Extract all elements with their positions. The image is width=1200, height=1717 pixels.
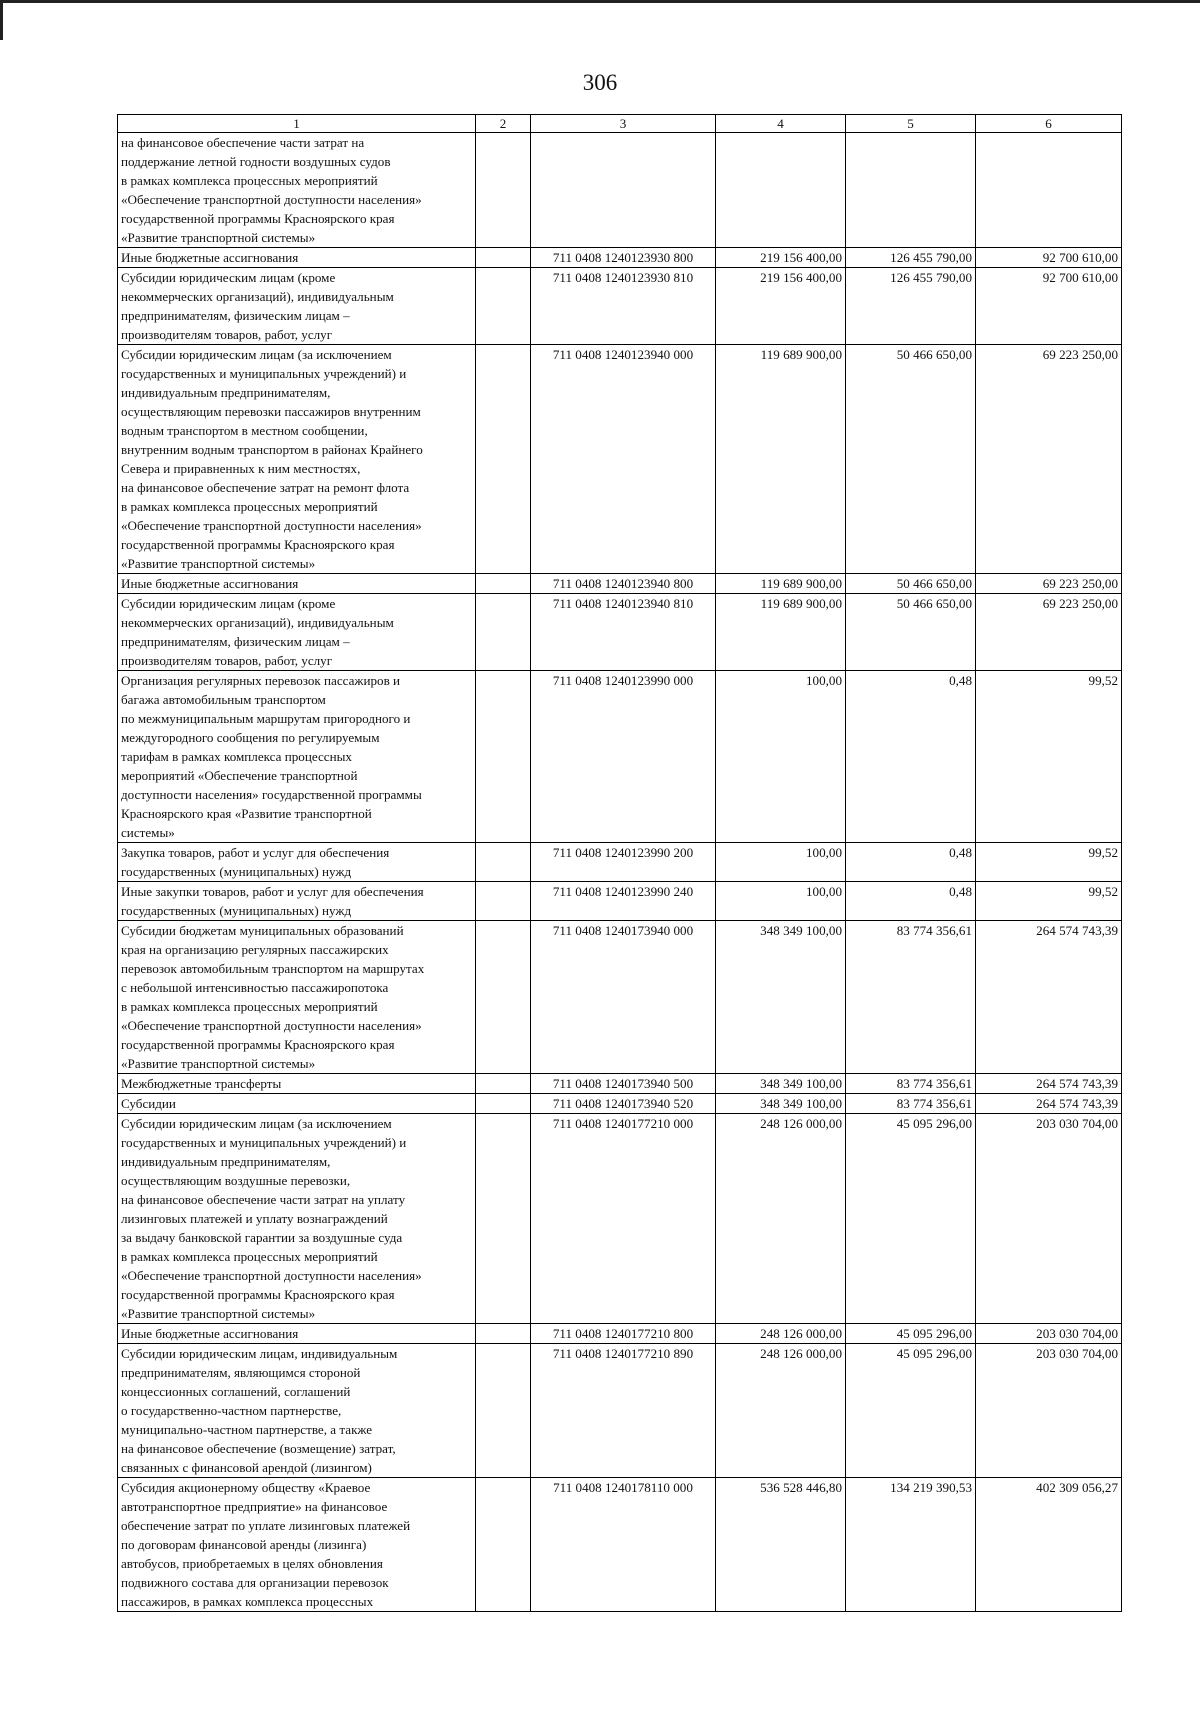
row-value-col6: 264 574 743,39: [976, 1074, 1122, 1094]
row-code-cell: 711 0408 1240123940 810: [531, 594, 716, 671]
row-name-line: «Развитие транспортной системы»: [121, 1306, 316, 1321]
row-name-line: государственной программы Красноярского края: [121, 1037, 395, 1052]
table-row: [118, 1324, 1122, 1344]
row-value-col6: 92 700 610,00: [976, 268, 1122, 345]
row-name-line: автобусов, приобретаемых в целях обновления: [121, 1556, 383, 1571]
row-name-line: государственной программы Красноярского края: [121, 211, 395, 226]
row-name-line: Красноярского края «Развитие транспортной: [121, 806, 372, 821]
row-name-line: «Развитие транспортной системы»: [121, 556, 316, 571]
row-col2-cell: [476, 594, 531, 671]
row-name-line: на финансовое обеспечение части затрат на уплату: [121, 1192, 406, 1207]
row-col2-cell: [476, 1344, 531, 1478]
row-name-cell: [118, 594, 476, 671]
page-number: 306: [582, 70, 618, 95]
row-name-line: поддержание летной годности воздушных судов: [121, 154, 391, 169]
row-name-line: лизинговых платежей и уплату вознаграждений: [121, 1211, 388, 1226]
row-name-line: обеспечение затрат по уплате лизинговых платежей: [121, 1518, 411, 1533]
row-name-cell: [118, 268, 476, 345]
row-col2-cell: [476, 1114, 531, 1324]
row-name-line: «Развитие транспортной системы»: [121, 1056, 316, 1071]
row-code-cell: 711 0408 1240173940 000: [531, 921, 716, 1074]
header-col-6: 6: [976, 115, 1122, 133]
row-value-col6: 69 223 250,00: [976, 345, 1122, 574]
row-name-line: по договорам финансовой аренды (лизинга): [121, 1537, 367, 1552]
row-col2-cell: [476, 133, 531, 248]
row-code-cell: 711 0408 1240123990 000: [531, 671, 716, 843]
row-name-line: о государственно-частном партнерстве,: [121, 1403, 342, 1418]
row-name-line: осуществляющим воздушные перевозки,: [121, 1173, 351, 1188]
table-row: [118, 1114, 1122, 1324]
row-col2-cell: [476, 248, 531, 268]
row-value-col4: 348 349 100,00: [716, 1094, 846, 1114]
table-row: [118, 248, 1122, 268]
row-name-line: внутренним водным транспортом в районах Крайнего: [121, 442, 423, 457]
row-value-col6: 264 574 743,39: [976, 1094, 1122, 1114]
header-col-5: 5: [846, 115, 976, 133]
row-name-line: некоммерческих организаций), индивидуальным: [121, 289, 394, 304]
row-name-line: производителям товаров, работ, услуг: [121, 653, 333, 668]
row-name-line: Иные бюджетные ассигнования: [121, 576, 299, 591]
header-col-4: 4: [716, 115, 846, 133]
row-value-col6: 69 223 250,00: [976, 574, 1122, 594]
row-name-line: «Обеспечение транспортной доступности населения»: [121, 1268, 422, 1283]
row-value-col4: 100,00: [716, 882, 846, 921]
row-value-col4: [716, 133, 846, 248]
row-col2-cell: [476, 345, 531, 574]
row-value-col5: 83 774 356,61: [846, 1094, 976, 1114]
row-name-line: в рамках комплекса процессных мероприятий: [121, 499, 378, 514]
row-code-cell: 711 0408 1240178110 000: [531, 1478, 716, 1612]
row-name-line: междугородного сообщения по регулируемым: [121, 730, 380, 745]
row-value-col4: 348 349 100,00: [716, 921, 846, 1074]
row-name-line: государственных и муниципальных учреждений) и: [121, 366, 407, 381]
table-row: [118, 594, 1122, 671]
row-code-cell: 711 0408 1240173940 520: [531, 1094, 716, 1114]
row-name-line: на финансовое обеспечение (возмещение) затрат,: [121, 1441, 396, 1456]
row-name-line: системы»: [121, 825, 175, 840]
row-name-line: индивидуальным предпринимателям,: [121, 1154, 331, 1169]
row-name-line: Субсидии юридическим лицам (за исключением: [121, 1116, 392, 1131]
row-name-line: связанных с финансовой арендой (лизингом): [121, 1460, 372, 1475]
row-name-line: индивидуальным предпринимателям,: [121, 385, 331, 400]
row-name-line: по межмуниципальным маршрутам пригородного и: [121, 711, 411, 726]
row-value-col6: [976, 133, 1122, 248]
table-row: [118, 843, 1122, 882]
row-value-col6: 203 030 704,00: [976, 1344, 1122, 1478]
row-name-line: государственной программы Красноярского края: [121, 537, 395, 552]
row-value-col4: 219 156 400,00: [716, 268, 846, 345]
row-value-col5: 45 095 296,00: [846, 1324, 976, 1344]
row-name-cell: [118, 1114, 476, 1324]
row-name-line: осуществляющим перевозки пассажиров внутренним: [121, 404, 421, 419]
row-name-cell: [118, 1094, 476, 1114]
row-code-cell: 711 0408 1240173940 500: [531, 1074, 716, 1094]
row-name-line: на финансовое обеспечение затрат на ремонт флота: [121, 480, 410, 495]
row-value-col4: 100,00: [716, 843, 846, 882]
row-value-col4: 119 689 900,00: [716, 345, 846, 574]
row-col2-cell: [476, 1094, 531, 1114]
row-value-col5: 126 455 790,00: [846, 248, 976, 268]
row-name-cell: [118, 1074, 476, 1094]
row-name-line: на финансовое обеспечение части затрат на: [121, 135, 365, 150]
row-value-col5: [846, 133, 976, 248]
row-value-col5: 126 455 790,00: [846, 268, 976, 345]
row-col2-cell: [476, 921, 531, 1074]
row-col2-cell: [476, 1324, 531, 1344]
row-name-line: Организация регулярных перевозок пассажиров и: [121, 673, 401, 688]
table-row: [118, 1074, 1122, 1094]
row-name-line: края на организацию регулярных пассажирских: [121, 942, 389, 957]
row-code-cell: 711 0408 1240177210 800: [531, 1324, 716, 1344]
row-value-col6: 203 030 704,00: [976, 1324, 1122, 1344]
table-row: [118, 133, 1122, 248]
header-row: [118, 115, 1122, 133]
table-row: [118, 882, 1122, 921]
row-value-col5: 50 466 650,00: [846, 594, 976, 671]
row-name-line: подвижного состава для организации перевозок: [121, 1575, 389, 1590]
row-name-line: перевозок автомобильным транспортом на маршрутах: [121, 961, 425, 976]
row-name-line: государственных (муниципальных) нужд: [121, 903, 352, 918]
row-value-col5: 83 774 356,61: [846, 921, 976, 1074]
row-name-line: государственной программы Красноярского края: [121, 1287, 395, 1302]
row-name-line: пассажиров, в рамках комплекса процессных: [121, 1594, 374, 1609]
row-name-line: доступности населения» государственной программы: [121, 787, 422, 802]
row-name-line: предпринимателям, физическим лицам –: [121, 308, 350, 323]
row-name-line: в рамках комплекса процессных мероприятий: [121, 173, 378, 188]
row-code-cell: 711 0408 1240123930 800: [531, 248, 716, 268]
row-name-line: государственных и муниципальных учреждений) и: [121, 1135, 407, 1150]
row-value-col5: 45 095 296,00: [846, 1114, 976, 1324]
table-row: [118, 921, 1122, 1074]
row-value-col4: 248 126 000,00: [716, 1344, 846, 1478]
row-code-cell: [531, 133, 716, 248]
row-name-line: с небольшой интенсивностью пассажиропотока: [121, 980, 389, 995]
row-name-line: Иные закупки товаров, работ и услуг для обеспечения: [121, 884, 424, 899]
row-name-cell: [118, 1324, 476, 1344]
row-name-line: Иные бюджетные ассигнования: [121, 1326, 299, 1341]
table-row: [118, 671, 1122, 843]
row-value-col6: 99,52: [976, 882, 1122, 921]
header-col-3: 3: [531, 115, 716, 133]
row-value-col4: 536 528 446,80: [716, 1478, 846, 1612]
row-name-line: тарифам в рамках комплекса процессных: [121, 749, 352, 764]
row-name-line: Субсидии юридическим лицам (кроме: [121, 596, 336, 611]
row-value-col5: 0,48: [846, 671, 976, 843]
row-name-line: Иные бюджетные ассигнования: [121, 250, 299, 265]
row-name-line: Закупка товаров, работ и услуг для обеспечения: [121, 845, 390, 860]
header-col-1: 1: [118, 115, 476, 133]
row-col2-cell: [476, 1074, 531, 1094]
row-name-line: «Развитие транспортной системы»: [121, 230, 316, 245]
row-col2-cell: [476, 1478, 531, 1612]
row-name-line: мероприятий «Обеспечение транспортной: [121, 768, 358, 783]
row-value-col4: 248 126 000,00: [716, 1324, 846, 1344]
row-value-col4: 348 349 100,00: [716, 1074, 846, 1094]
row-code-cell: 711 0408 1240123930 810: [531, 268, 716, 345]
row-name-cell: [118, 574, 476, 594]
row-name-line: за выдачу банковской гарантии за воздушные суда: [121, 1230, 403, 1245]
row-value-col4: 248 126 000,00: [716, 1114, 846, 1324]
row-value-col5: 50 466 650,00: [846, 345, 976, 574]
row-name-line: водным транспортом в местном сообщении,: [121, 423, 368, 438]
row-col2-cell: [476, 671, 531, 843]
table-row: [118, 268, 1122, 345]
scan-border-top: [0, 0, 1200, 3]
row-name-line: Межбюджетные трансферты: [121, 1076, 282, 1091]
table-row: [118, 574, 1122, 594]
row-name-cell: [118, 921, 476, 1074]
table-row: [118, 1344, 1122, 1478]
row-value-col6: 203 030 704,00: [976, 1114, 1122, 1324]
row-name-line: автотранспортное предприятие» на финансовое: [121, 1499, 388, 1514]
row-name-cell: [118, 133, 476, 248]
row-value-col5: 83 774 356,61: [846, 1074, 976, 1094]
row-name-cell: [118, 1344, 476, 1478]
row-name-line: муниципально-частном партнерстве, а также: [121, 1422, 373, 1437]
row-name-line: Субсидии юридическим лицам (кроме: [121, 270, 336, 285]
row-name-line: багажа автомобильным транспортом: [121, 692, 326, 707]
row-value-col6: 69 223 250,00: [976, 594, 1122, 671]
row-value-col4: 219 156 400,00: [716, 248, 846, 268]
row-name-line: предпринимателям, являющимся стороной: [121, 1365, 361, 1380]
budget-table: [117, 114, 1122, 1612]
row-value-col5: 0,48: [846, 843, 976, 882]
row-name-cell: [118, 843, 476, 882]
row-value-col4: 119 689 900,00: [716, 574, 846, 594]
table-row: [118, 1478, 1122, 1612]
row-name-line: «Обеспечение транспортной доступности населения»: [121, 518, 422, 533]
row-name-line: «Обеспечение транспортной доступности населения»: [121, 1018, 422, 1033]
row-code-cell: 711 0408 1240123990 240: [531, 882, 716, 921]
row-value-col6: 99,52: [976, 843, 1122, 882]
row-col2-cell: [476, 882, 531, 921]
row-code-cell: 711 0408 1240177210 000: [531, 1114, 716, 1324]
row-value-col5: 50 466 650,00: [846, 574, 976, 594]
row-name-line: государственных (муниципальных) нужд: [121, 864, 352, 879]
row-code-cell: 711 0408 1240177210 890: [531, 1344, 716, 1478]
row-value-col4: 119 689 900,00: [716, 594, 846, 671]
row-name-line: Севера и приравненных к ним местностях,: [121, 461, 361, 476]
row-value-col5: 0,48: [846, 882, 976, 921]
row-name-line: некоммерческих организаций), индивидуальным: [121, 615, 394, 630]
row-name-line: Субсидии юридическим лицам, индивидуальным: [121, 1346, 398, 1361]
header-col-2: 2: [476, 115, 531, 133]
row-name-line: в рамках комплекса процессных мероприятий: [121, 999, 378, 1014]
row-value-col6: 402 309 056,27: [976, 1478, 1122, 1612]
row-name-line: предпринимателям, физическим лицам –: [121, 634, 350, 649]
row-name-line: Субсидии: [121, 1096, 176, 1111]
row-name-line: «Обеспечение транспортной доступности населения»: [121, 192, 422, 207]
scan-border-left: [0, 0, 3, 40]
row-name-line: концессионных соглашений, соглашений: [121, 1384, 351, 1399]
budget-table-body: [118, 115, 1122, 1612]
row-col2-cell: [476, 574, 531, 594]
row-name-cell: [118, 345, 476, 574]
row-name-line: производителям товаров, работ, услуг: [121, 327, 333, 342]
row-code-cell: 711 0408 1240123940 800: [531, 574, 716, 594]
row-col2-cell: [476, 268, 531, 345]
table-row: [118, 345, 1122, 574]
row-value-col4: 100,00: [716, 671, 846, 843]
row-name-cell: [118, 882, 476, 921]
row-name-line: Субсидия акционерному обществу «Краевое: [121, 1480, 371, 1495]
row-name-cell: [118, 248, 476, 268]
row-name-line: в рамках комплекса процессных мероприятий: [121, 1249, 378, 1264]
row-value-col5: 134 219 390,53: [846, 1478, 976, 1612]
row-name-cell: [118, 671, 476, 843]
row-value-col5: 45 095 296,00: [846, 1344, 976, 1478]
row-code-cell: 711 0408 1240123990 200: [531, 843, 716, 882]
row-name-line: Субсидии юридическим лицам (за исключением: [121, 347, 392, 362]
row-value-col6: 99,52: [976, 671, 1122, 843]
table-row: [118, 1094, 1122, 1114]
row-value-col6: 264 574 743,39: [976, 921, 1122, 1074]
row-name-line: Субсидии бюджетам муниципальных образований: [121, 923, 404, 938]
row-name-cell: [118, 1478, 476, 1612]
row-col2-cell: [476, 843, 531, 882]
row-code-cell: 711 0408 1240123940 000: [531, 345, 716, 574]
row-value-col6: 92 700 610,00: [976, 248, 1122, 268]
